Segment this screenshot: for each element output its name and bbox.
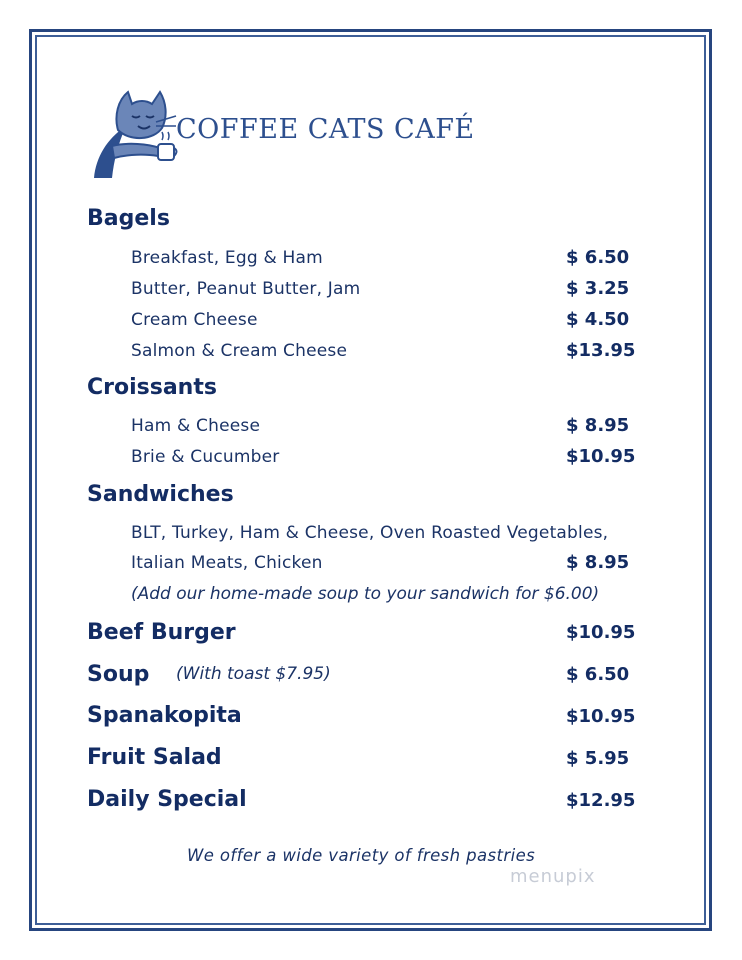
beef-burger-price: $10.95 xyxy=(566,622,636,643)
menupix-watermark: menupix xyxy=(510,866,596,887)
menu-item-name: Butter, Peanut Butter, Jam xyxy=(131,279,361,299)
section-title-croissants: Croissants xyxy=(87,375,217,400)
section-title-spanakopita: Spanakopita xyxy=(87,703,242,728)
cafe-name: COFFEE CATS CAFÉ xyxy=(176,114,475,145)
menu-item-price: $ 4.50 xyxy=(566,309,630,330)
section-title-daily-special: Daily Special xyxy=(87,787,247,812)
soup-price: $ 6.50 xyxy=(566,664,630,685)
section-title-sandwiches: Sandwiches xyxy=(87,482,234,507)
menu-item-name: Salmon & Cream Cheese xyxy=(131,341,348,361)
fruit-salad-price: $ 5.95 xyxy=(566,748,630,769)
section-title-fruit-salad: Fruit Salad xyxy=(87,745,222,770)
menu-item-price: $10.95 xyxy=(566,446,636,467)
sandwich-soup-note: (Add our home-made soup to your sandwich for $6.00) xyxy=(131,584,600,604)
sandwich-price: $ 8.95 xyxy=(566,552,630,573)
cat-with-cup-icon xyxy=(88,86,178,182)
sandwich-options-line-2: Italian Meats, Chicken xyxy=(131,553,323,573)
menu-item-name: Breakfast, Egg & Ham xyxy=(131,248,323,268)
menu-item-name: Cream Cheese xyxy=(131,310,258,330)
soup-toast-note: (With toast $7.95) xyxy=(176,664,331,684)
daily-special-price: $12.95 xyxy=(566,790,636,811)
section-title-soup: Soup xyxy=(87,662,150,687)
pastries-footer: We offer a wide variety of fresh pastries xyxy=(187,846,536,865)
menu-item-name: Brie & Cucumber xyxy=(131,447,280,467)
menu-item-price: $13.95 xyxy=(566,340,636,361)
section-title-beef-burger: Beef Burger xyxy=(87,620,236,645)
menu-item-price: $ 3.25 xyxy=(566,278,630,299)
sandwich-options-line-1: BLT, Turkey, Ham & Cheese, Oven Roasted Vegetables, xyxy=(131,523,609,543)
spanakopita-price: $10.95 xyxy=(566,706,636,727)
menu-item-name: Ham & Cheese xyxy=(131,416,261,436)
cafe-logo xyxy=(88,86,475,182)
menu-item-price: $ 6.50 xyxy=(566,247,630,268)
section-title-bagels: Bagels xyxy=(87,206,170,231)
menu-item-price: $ 8.95 xyxy=(566,415,630,436)
